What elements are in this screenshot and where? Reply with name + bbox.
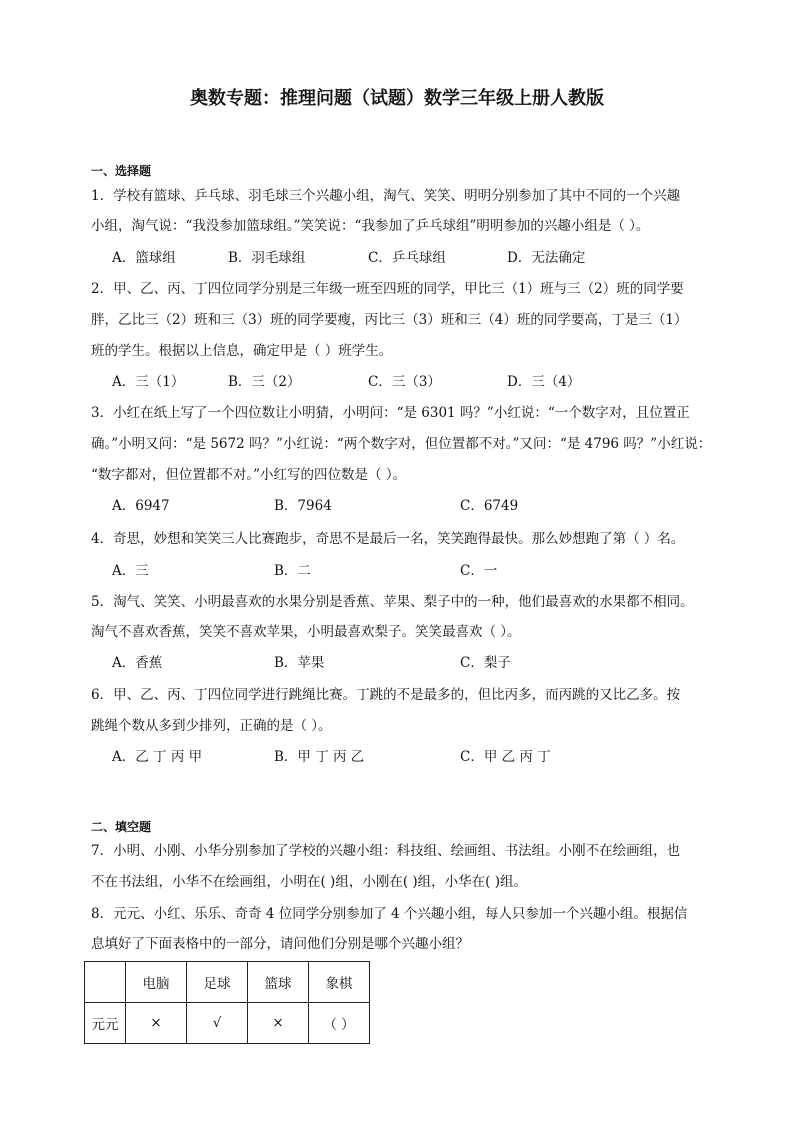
table-header-cell: 象棋 [309,962,370,1003]
table-header-cell [85,962,126,1003]
option-c[interactable]: C．梨子 [460,655,511,671]
option-b[interactable]: B．羽毛球组 [228,250,306,266]
table-row [85,1003,370,1044]
question-3-line-1: 3．小红在纸上写了一个四位数让小明猜，小明问：“是 6301 吗？”小红说：“一个数字对，且位置正 [91,405,690,421]
table-header-cell: 电脑 [126,962,187,1003]
option-c[interactable]: C．三（3） [368,374,441,390]
option-c[interactable]: C．甲 乙 丙 丁 [460,749,551,765]
option-c[interactable]: C．一 [460,563,498,579]
option-b[interactable]: B．苹果 [274,655,325,671]
question-4-line-1: 4．奇思，妙想和笑笑三人比赛跑步，奇思不是最后一名，笑笑跑得最快。那么妙想跑了第（ ）名。 [91,531,685,547]
table-cell: √ [187,1003,248,1044]
table-cell: 元元 [85,1003,126,1044]
question-5-line-2: 淘气不喜欢香蕉，笑笑不喜欢苹果，小明最喜欢梨子。笑笑最喜欢（ ）。 [91,624,521,640]
option-b[interactable]: B．甲 丁 丙 乙 [274,749,365,765]
question-2-line-3: 班的学生。根据以上信息，确定甲是（ ）班学生。 [91,343,393,359]
interest-group-table [84,961,370,1044]
option-a[interactable]: A．篮球组 [112,250,176,266]
question-6-line-2: 跳绳个数从多到少排列，正确的是（ ）。 [91,718,332,734]
question-3-line-3: “数字都对，但位置都不对。”小红写的四位数是（ ）。 [91,467,407,483]
option-a[interactable]: A．乙 丁 丙 甲 [112,749,203,765]
question-2-line-2: 胖，乙比三（2）班和三（3）班的同学要瘦，丙比三（3）班和三（4）班的同学要高，丁是三（1） [91,312,688,328]
section-heading-multiple-choice: 一、选择题 [91,164,152,178]
question-8-line-1: 8．元元、小红、乐乐、奇奇 4 位同学分别参加了 4 个兴趣小组，每人只参加一个兴趣小组。根据信 [91,906,688,922]
option-c[interactable]: C．6749 [460,498,519,514]
option-b[interactable]: B．三（2） [228,374,301,390]
question-6-line-1: 6．甲、乙、丙、丁四位同学进行跳绳比赛。丁跳的不是最多的，但比丙多，而丙跳的又比乙多。按 [91,687,681,703]
option-a[interactable]: A．三（1） [112,374,185,390]
table-answer-cell[interactable]: （ ） [309,1003,370,1044]
option-b[interactable]: B．7964 [274,498,332,514]
table-header-cell: 篮球 [248,962,309,1003]
question-2-line-1: 2．甲、乙、丙、丁四位同学分别是三年级一班至四班的同学，甲比三（1）班与三（2）班的同学要 [91,281,684,297]
question-1-line-1: 1．学校有篮球、乒乓球、羽毛球三个兴趣小组，淘气、笑笑、明明分别参加了其中不同的一个兴趣 [91,188,681,204]
question-1-line-2: 小组，淘气说：“我没参加篮球组。”笑笑说：“我参加了乒乓球组”明明参加的兴趣小组是（ ）。 [91,218,650,234]
option-a[interactable]: A．三 [112,563,149,579]
page-title: 奥数专题：推理问题（试题）数学三年级上册人教版 [190,88,604,109]
table-header-cell: 足球 [187,962,248,1003]
question-5-line-1: 5．淘气、笑笑、小明最喜欢的水果分别是香蕉、苹果、梨子中的一种，他们最喜欢的水果都不相同。 [91,594,694,610]
option-a[interactable]: A．6947 [112,498,170,514]
table-header-row [85,962,370,1003]
option-d[interactable]: D．三（4） [507,374,581,390]
question-3-line-2: 确。”小明又问：“是 5672 吗？”小红说：“两个数字对，但位置都不对。”又问：“是 4796 吗？”小红说： [91,436,712,452]
option-c[interactable]: C．乒乓球组 [368,250,446,266]
table-cell: × [126,1003,187,1044]
table-cell: × [248,1003,309,1044]
option-b[interactable]: B．二 [274,563,311,579]
question-7-line-2: 不在书法组，小华不在绘画组，小明在( )组，小刚在( )组，小华在( )组。 [91,874,527,890]
option-d[interactable]: D．无法确定 [507,250,586,266]
question-8-line-2: 息填好了下面表格中的一部分，请问他们分别是哪个兴趣小组？ [91,936,469,952]
section-heading-fill-in: 二、填空题 [91,820,152,834]
question-7-line-1: 7．小明、小刚、小华分别参加了学校的兴趣小组：科技组、绘画组、书法组。小刚不在绘画组，也 [91,843,681,859]
option-a[interactable]: A．香蕉 [112,655,163,671]
